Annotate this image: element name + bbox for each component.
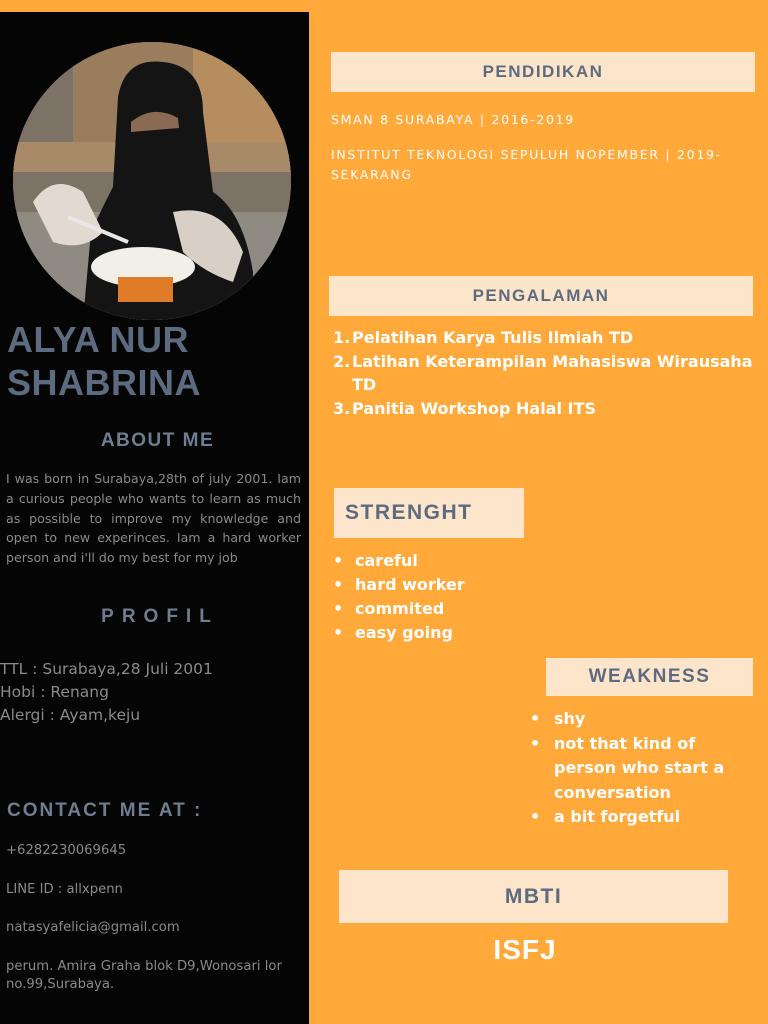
contact-heading: CONTACT ME AT : [7,800,203,821]
experience-list [333,326,753,420]
strength-text: careful [355,551,418,570]
bullet-icon: • [333,623,344,642]
contact-phone: +6282230069645 [6,843,127,858]
pengalaman-heading: PENGALAMAN [329,276,753,316]
profil-item-ttl: TTL : Surabaya,28 Juli 2001 [0,660,213,678]
experience-number: 3. [333,398,351,418]
experience-text: Panitia Workshop Halal ITS [352,398,596,418]
about-me-heading: ABOUT ME [100,430,215,451]
contact-address: perum. Amira Graha blok D9,Wonosari lor no.99,Surabaya. [6,958,282,992]
education-item: INSTITUT TEKNOLOGI SEPULUH NOPEMBER | 2019-SEKARANG [331,147,722,182]
experience-text: Latihan Keterampilan Mahasiswa Wirausaha TD [352,351,753,394]
weakness-item [530,732,760,806]
mbti-heading: MBTI [339,870,728,923]
weakness-list [530,707,760,830]
experience-number: 2. [333,351,351,371]
about-me-text: I was born in Surabaya,28th of july 2001. Iam a curious people who wants to learn as much as possible to improve my knowledge and open to new experinces. Iam a hard worker person and i'll do my best for my job [6,471,301,566]
strength-heading: STRENGHT [334,488,524,538]
profile-photo-image [13,42,291,320]
bullet-icon: • [530,709,541,728]
contact-email: natasyafelicia@gmail.com [6,920,180,935]
bullet-icon: • [333,575,344,594]
contact-line-id: LINE ID : allxpenn [6,881,123,897]
experience-item [333,350,753,397]
profil-heading: PROFIL [101,606,219,627]
contact-list [6,842,306,1015]
bullet-icon: • [530,807,541,826]
name-line-1: ALYA NUR [7,319,190,360]
strength-item [333,549,583,573]
bullet-icon: • [530,733,541,753]
strength-text: hard worker [355,575,465,594]
weakness-heading: WEAKNESS [546,658,753,696]
education-item: SMAN 8 SURABAYA | 2016-2019 [331,112,575,127]
pendidikan-heading: PENDIDIKAN [331,52,755,92]
full-name [7,318,307,404]
experience-number: 1. [333,328,351,347]
bullet-icon: • [333,551,344,570]
profile-photo [13,42,291,320]
strength-item [333,621,583,645]
weakness-text: shy [554,709,586,728]
profil-list [0,658,213,727]
strength-text: commited [355,599,445,618]
strength-item [333,573,583,597]
profil-item-allergy: Alergi : Ayam,keju [0,706,141,724]
bullet-icon: • [333,599,344,618]
strength-list [333,549,583,645]
experience-text: Pelatihan Karya Tulis Ilmiah TD [352,328,634,347]
strength-text: easy going [355,623,453,642]
experience-item [333,397,753,421]
strength-item [333,597,583,621]
weakness-item [530,707,760,732]
experience-item [333,326,753,350]
mbti-value: ISFJ [493,934,557,965]
weakness-text: a bit forgetful [554,807,681,826]
name-line-2: SHABRINA [7,362,202,403]
weakness-item [530,805,760,830]
profil-item-hobby: Hobi : Renang [0,683,109,701]
weakness-text: not that kind of person who start a conversation [554,733,725,802]
